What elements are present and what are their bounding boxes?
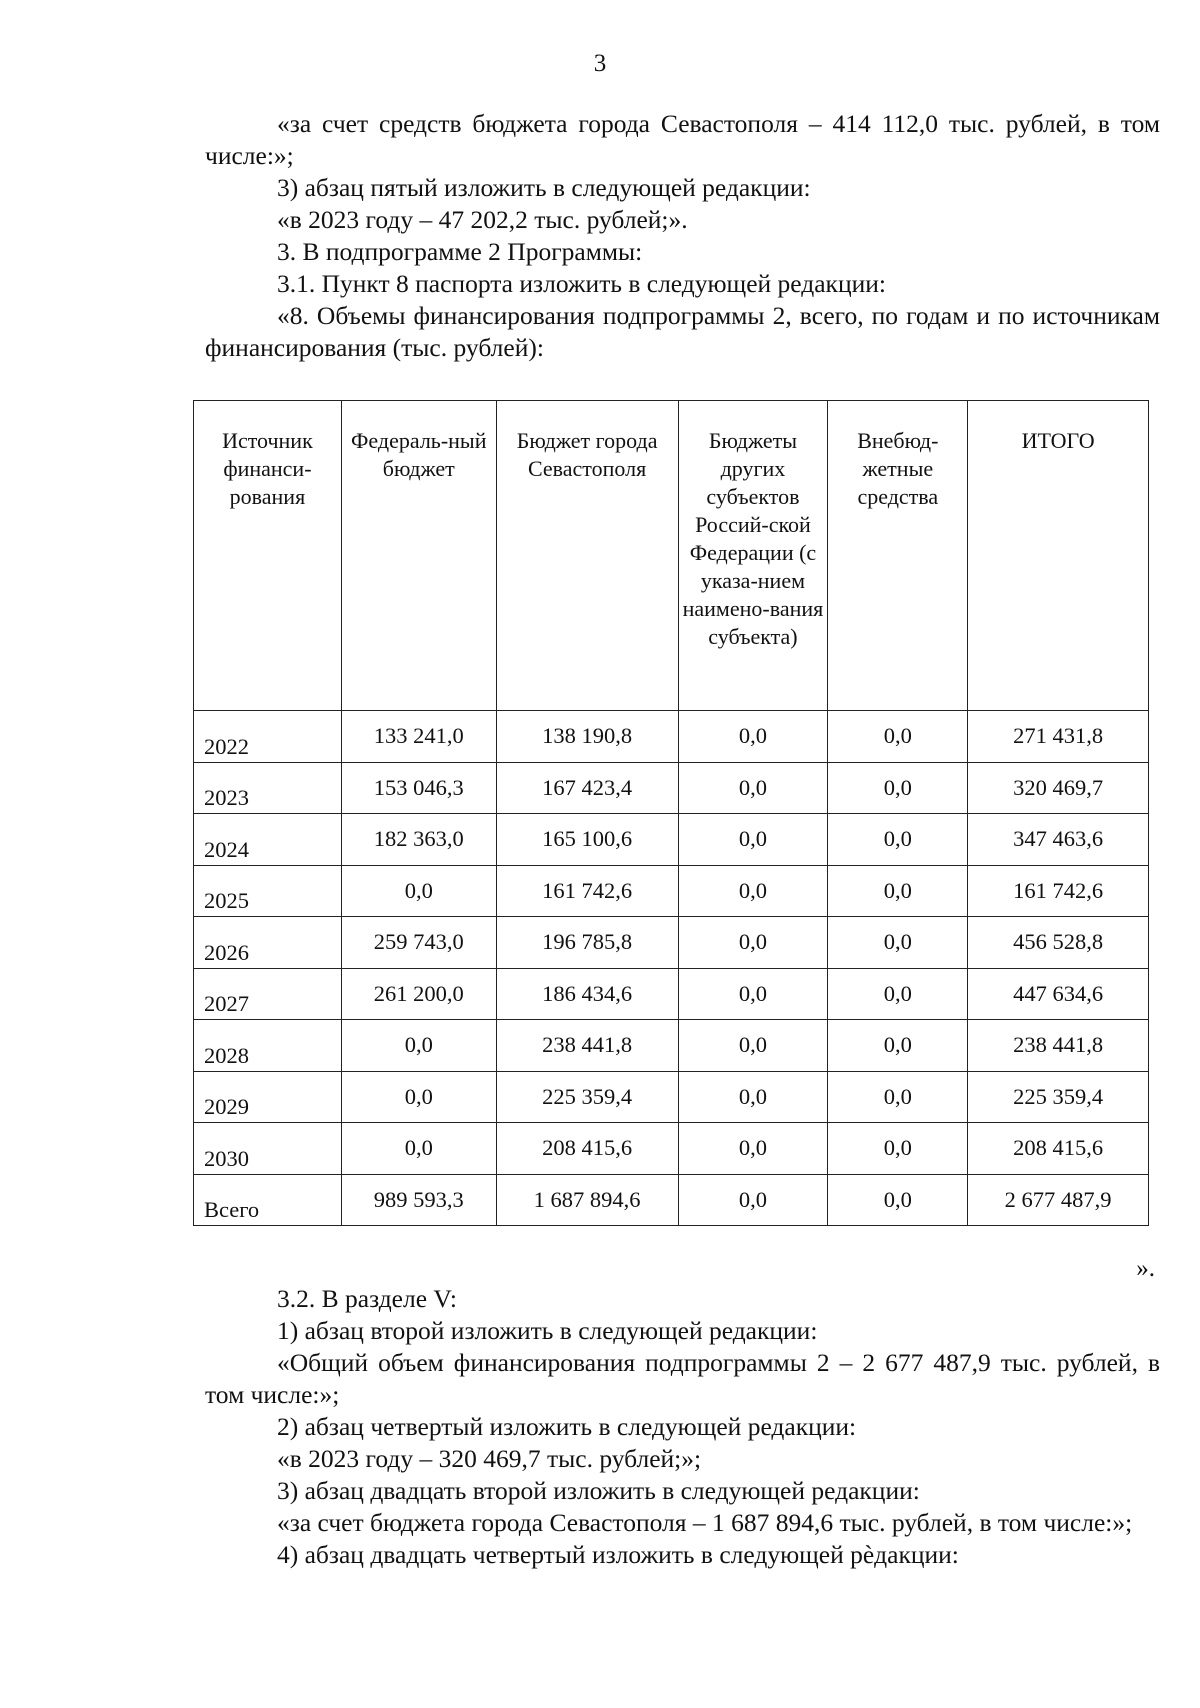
column-header: Федераль-ный бюджет	[341, 401, 496, 711]
table-cell: 238 441,8	[968, 1020, 1149, 1072]
row-label-cell: 2029	[194, 1071, 342, 1123]
table-cell: 196 785,8	[496, 917, 678, 969]
table-row	[194, 968, 1149, 1020]
table-cell: 0,0	[678, 1174, 828, 1226]
table-cell: 447 634,6	[968, 968, 1149, 1020]
paragraph: 3) абзац пятый изложить в следующей редакции:	[277, 173, 811, 202]
paragraph: 3. В подпрограмме 2 Программы:	[277, 237, 643, 266]
table-cell: 0,0	[828, 711, 968, 763]
financing-table	[193, 400, 1149, 1226]
paragraph: 1) абзац второй изложить в следующей редакции:	[277, 1316, 818, 1345]
table-cell: 0,0	[678, 917, 828, 969]
table-cell: 0,0	[678, 968, 828, 1020]
row-label-cell: 2027	[194, 968, 342, 1020]
bottom-text-block	[205, 1283, 1160, 1571]
table-cell: 153 046,3	[341, 762, 496, 814]
table-cell: 0,0	[341, 1123, 496, 1175]
table-cell: 456 528,8	[968, 917, 1149, 969]
table-row	[194, 1123, 1149, 1175]
table-cell: 167 423,4	[496, 762, 678, 814]
column-header: Внебюд-жетные средства	[828, 401, 968, 711]
table-cell: 0,0	[678, 1020, 828, 1072]
top-text-block	[205, 108, 1160, 364]
table-cell: 138 190,8	[496, 711, 678, 763]
paragraph: «за счет средств бюджета города Севастополя – 414 112,0 тыс. рублей, в том числе:»;	[205, 109, 1160, 170]
paragraph: 4) абзац двадцать четвертый изложить в следующей рѐдакции:	[277, 1540, 959, 1569]
table-cell: 208 415,6	[496, 1123, 678, 1175]
table-cell: 186 434,6	[496, 968, 678, 1020]
column-header: Бюджеты других субъектов Россий-ской Федерации (с указа-нием наимено-вания субъекта)	[678, 401, 828, 711]
table-cell: 0,0	[678, 711, 828, 763]
table-cell: 0,0	[828, 1123, 968, 1175]
paragraph: «в 2023 году – 320 469,7 тыс. рублей;»;	[277, 1444, 702, 1473]
table-cell: 161 742,6	[968, 865, 1149, 917]
paragraph: 2) абзац четвертый изложить в следующей редакции:	[277, 1412, 857, 1441]
table-body	[194, 711, 1149, 1226]
table-cell: 225 359,4	[496, 1071, 678, 1123]
table-cell: 208 415,6	[968, 1123, 1149, 1175]
row-label-cell: 2024	[194, 814, 342, 866]
table-cell: 0,0	[828, 762, 968, 814]
column-header: Источник финанси-рования	[194, 401, 342, 711]
table-row	[194, 917, 1149, 969]
row-label-cell: 2023	[194, 762, 342, 814]
paragraph: «в 2023 году – 47 202,2 тыс. рублей;».	[277, 205, 688, 234]
table-cell: 989 593,3	[341, 1174, 496, 1226]
paragraph: «Общий объем финансирования подпрограммы 2 – 2 677 487,9 тыс. рублей, в том числе:»;	[205, 1348, 1160, 1409]
paragraph: 3) абзац двадцать второй изложить в следующей редакции:	[277, 1476, 920, 1505]
row-label-cell: Всего	[194, 1174, 342, 1226]
table-cell: 0,0	[828, 1071, 968, 1123]
table-cell: 347 463,6	[968, 814, 1149, 866]
table-cell: 161 742,6	[496, 865, 678, 917]
paragraph: «за счет бюджета города Севастополя – 1 687 894,6 тыс. рублей, в том числе:»;	[277, 1508, 1133, 1537]
table-cell: 133 241,0	[341, 711, 496, 763]
table-cell: 261 200,0	[341, 968, 496, 1020]
table-cell: 0,0	[828, 865, 968, 917]
table-cell: 0,0	[828, 917, 968, 969]
table-row	[194, 1020, 1149, 1072]
paragraph: 3.2. В разделе V:	[277, 1284, 458, 1313]
row-label-cell: 2030	[194, 1123, 342, 1175]
row-label-cell: 2025	[194, 865, 342, 917]
table-cell: 225 359,4	[968, 1071, 1149, 1123]
table-row	[194, 865, 1149, 917]
table-cell: 0,0	[341, 1071, 496, 1123]
table-row	[194, 1174, 1149, 1226]
table-row	[194, 711, 1149, 763]
table-cell: 0,0	[678, 814, 828, 866]
table-cell: 0,0	[828, 814, 968, 866]
table-header-row	[194, 401, 1149, 711]
closing-quote: ».	[1136, 1255, 1155, 1282]
table-row	[194, 762, 1149, 814]
table-cell: 182 363,0	[341, 814, 496, 866]
table-cell: 1 687 894,6	[496, 1174, 678, 1226]
table-cell: 0,0	[828, 1020, 968, 1072]
table-cell: 271 431,8	[968, 711, 1149, 763]
table-cell: 0,0	[678, 762, 828, 814]
table-cell: 320 469,7	[968, 762, 1149, 814]
table-cell: 2 677 487,9	[968, 1174, 1149, 1226]
table-cell: 259 743,0	[341, 917, 496, 969]
row-label-cell: 2026	[194, 917, 342, 969]
table-cell: 238 441,8	[496, 1020, 678, 1072]
table-cell: 0,0	[828, 968, 968, 1020]
paragraph: 3.1. Пункт 8 паспорта изложить в следующей редакции:	[277, 269, 886, 298]
page-number: 3	[593, 50, 607, 77]
row-label-cell: 2028	[194, 1020, 342, 1072]
table-row	[194, 814, 1149, 866]
table-cell: 0,0	[341, 1020, 496, 1072]
row-label-cell: 2022	[194, 711, 342, 763]
table-cell: 0,0	[678, 1123, 828, 1175]
column-header: ИТОГО	[968, 401, 1149, 711]
paragraph: «8. Объемы финансирования подпрограммы 2, всего, по годам и по источникам финансирования (тыс. рублей):	[205, 301, 1160, 362]
table-cell: 165 100,6	[496, 814, 678, 866]
column-header: Бюджет города Севастополя	[496, 401, 678, 711]
table-cell: 0,0	[678, 1071, 828, 1123]
table-row	[194, 1071, 1149, 1123]
table-cell: 0,0	[828, 1174, 968, 1226]
table-cell: 0,0	[341, 865, 496, 917]
table-cell: 0,0	[678, 865, 828, 917]
